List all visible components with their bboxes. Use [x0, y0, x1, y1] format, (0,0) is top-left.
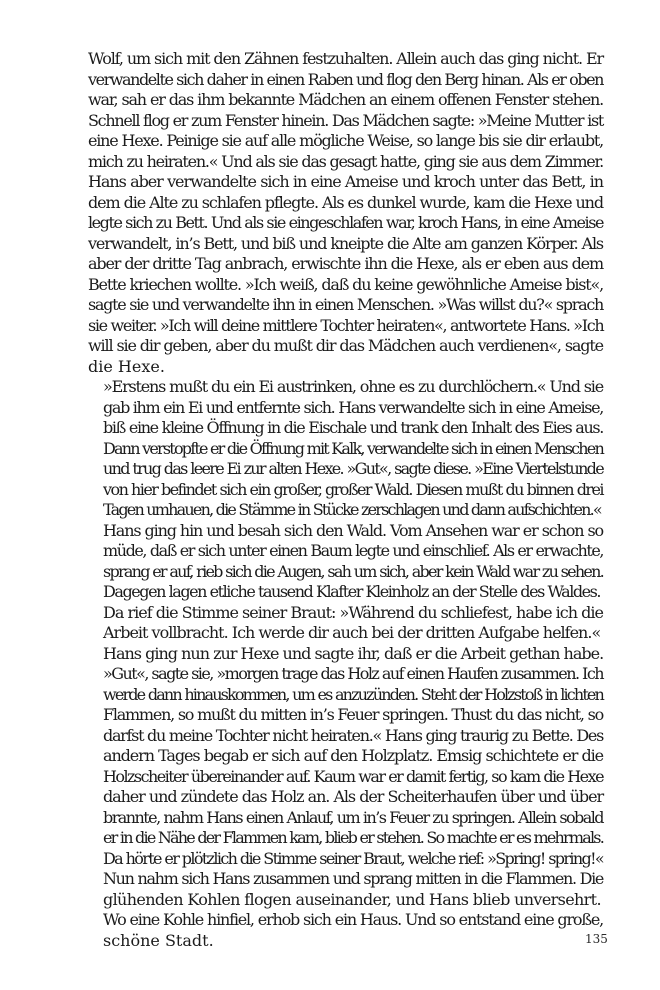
text-line: gab ihm ein Ei und entfernte sich. Hans verwandelte sich in eine Ameise,	[103, 397, 603, 417]
text-line: Dagegen lagen etliche tausend Klafter Kleinholz an der Stelle des Waldes.	[103, 582, 601, 601]
text-line: Wolf, um sich mit den Zähnen festzuhalten. Allein auch das ging nicht. Er	[88, 49, 603, 68]
text-line: er in die Nähe der Flammen kam, blieb er stehen. So machte er es mehrmals.	[103, 828, 603, 847]
text-line: schöne Stadt.	[103, 930, 214, 950]
text-line: Arbeit vollbracht. Ich werde dir auch bei der dritten Aufgabe helfen.«	[103, 623, 601, 642]
text-line: Dann verstopfte er die Öffnung mit Kalk, verwandelte sich in einen Menschen	[103, 438, 603, 458]
text-line: dem die Alte zu schlafen pflegte. Als es dunkel wurde, kam die Hexe und	[88, 192, 603, 212]
paragraph	[88, 644, 603, 911]
page-body	[88, 49, 603, 951]
text-line: will sie dir geben, aber du mußt dir das Mädchen auch verdienen«, sagte	[88, 336, 603, 355]
paragraph	[88, 49, 603, 377]
text-line: »Gut«, sagte sie, »morgen trage das Holz auf einen Haufen zusammen. Ich	[103, 664, 603, 683]
text-line: Bette kriechen wollte. »Ich weiß, daß du keine gewöhnliche Ameise bist«,	[88, 274, 603, 294]
text-line: Schnell flog er zum Fenster hinein. Das Mädchen sagte: »Meine Mutter ist	[88, 110, 603, 130]
text-line: daher und zündete das Holz an. Als der Scheiterhaufen über und über	[103, 787, 603, 806]
paragraph	[88, 377, 603, 521]
page-number: 135	[585, 932, 608, 946]
text-line: aber der dritte Tag anbrach, erwischte ihn die Hexe, als er eben aus dem	[88, 254, 603, 273]
text-line: von hier befindet sich ein großer, großer Wald. Diesen mußt du binnen drei	[103, 479, 603, 499]
text-line: verwandelt, in’s Bett, und biß und kneipte die Alte am ganzen Körper. Als	[88, 233, 603, 253]
text-line: mich zu heiraten.« Und als sie das gesagt hatte, ging sie aus dem Zimmer.	[88, 151, 603, 171]
text-line: Hans ging hin und besah sich den Wald. Vom Ansehen war er schon so	[103, 520, 603, 540]
paragraph	[88, 521, 603, 603]
text-line: »Erstens mußt du ein Ei austrinken, ohne es zu durchlöchern.« Und sie	[103, 377, 603, 396]
paragraph	[88, 603, 603, 644]
text-line: eine Hexe. Peinige sie auf alle mögliche Weise, so lange bis sie dir erlaubt,	[88, 131, 603, 150]
text-line: Flammen, so mußt du mitten in’s Feuer springen. Thust du das nicht, so	[103, 705, 603, 724]
text-line: Hans aber verwandelte sich in eine Ameise und kroch unter das Bett, in	[88, 172, 603, 191]
text-line: legte sich zu Bett. Und als sie eingeschlafen war, kroch Hans, in eine Ameise	[88, 213, 603, 232]
text-line: glühenden Kohlen flogen auseinander, und Hans blieb unversehrt.	[103, 889, 601, 909]
text-line: Nun nahm sich Hans zusammen und sprang mitten in die Flammen. Die	[103, 869, 603, 888]
text-line: Hans ging nun zur Hexe und sagte ihr, daß er die Arbeit gethan habe.	[103, 643, 604, 663]
text-line: Wo eine Kohle hinfiel, erhob sich ein Haus. Und so entstand eine große,	[103, 910, 603, 929]
text-line: Da hörte er plötzlich die Stimme seiner Braut, welche rief: »Spring! spring!«	[103, 848, 603, 868]
text-line: biß eine kleine Öffnung in die Eischale und trank den Inhalt des Eies aus.	[103, 418, 603, 437]
text-line: andern Tages begab er sich auf den Holzplatz. Emsig schichtete er die	[103, 746, 603, 765]
text-line: sagte sie und verwandelte ihn in einen Menschen. »Was willst du?« sprach	[88, 295, 603, 314]
paragraph	[88, 910, 603, 951]
text-line: war, sah er das ihm bekannte Mädchen an einem offenen Fenster stehen.	[88, 90, 603, 109]
text-line: sie weiter. »Ich will deine mittlere Tochter heiraten«, antwortete Hans. »Ich	[88, 315, 604, 335]
text-line: brannte, nahm Hans einen Anlauf, um in’s Feuer zu springen. Allein sobald	[103, 807, 603, 827]
text-line: die Hexe.	[88, 356, 165, 376]
text-line: sprang er auf, rieb sich die Augen, sah um sich, aber kein Wald war zu sehen.	[103, 561, 603, 581]
text-line: Holzscheiter übereinander auf. Kaum war er damit fertig, so kam die Hexe	[103, 766, 603, 786]
text-line: verwandelte sich daher in einen Raben und flog den Berg hinan. Als er oben	[88, 69, 603, 89]
text-line: Tagen umhauen, die Stämme in Stücke zerschlagen und dann aufschichten.«	[103, 500, 601, 519]
text-line: werde dann hinauskommen, um es anzuzünden. Steht der Holzstoß in lichten	[103, 684, 603, 704]
text-line: müde, daß er sich unter einen Baum legte und einschlief. Als er erwachte,	[103, 541, 603, 560]
text-line: Da rief die Stimme seiner Braut: »Während du schliefest, habe ich die	[103, 602, 603, 622]
text-line: darfst du meine Tochter nicht heiraten.« Hans ging traurig zu Bette. Des	[103, 725, 603, 745]
text-line: und trug das leere Ei zur alten Hexe. »Gut«, sagte diese. »Eine Viertelstunde	[103, 459, 603, 478]
